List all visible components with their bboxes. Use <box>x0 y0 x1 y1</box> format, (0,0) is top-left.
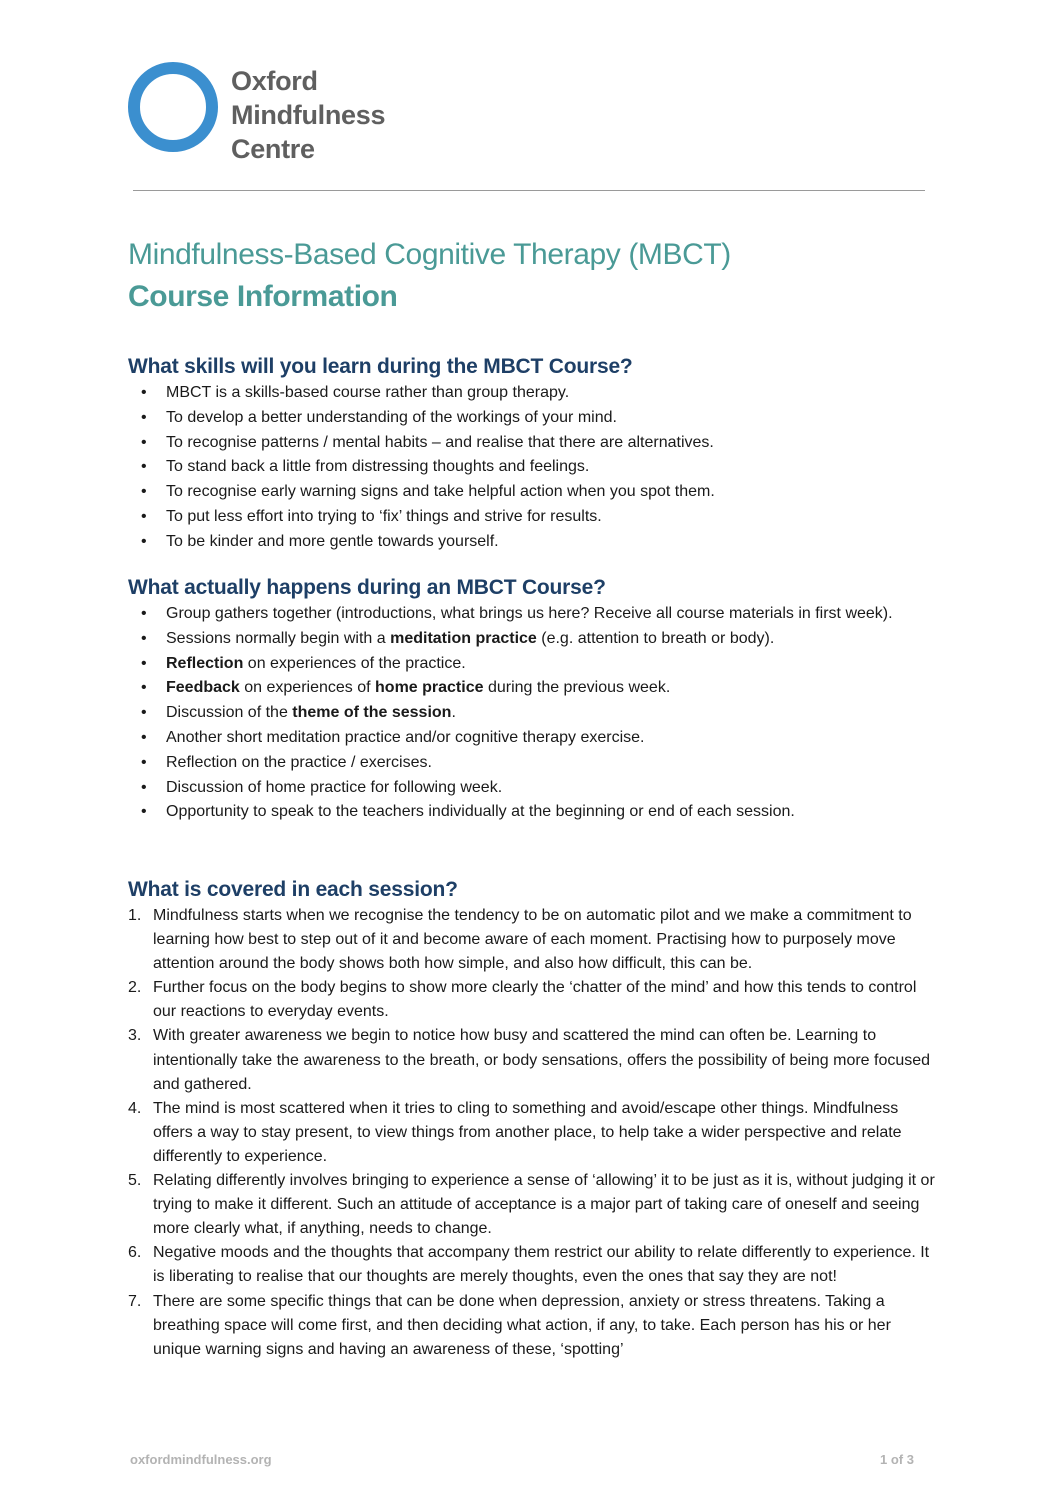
section-skills <box>128 353 938 555</box>
logo-line-3: Centre <box>231 134 315 164</box>
bullet-icon: • <box>141 654 147 672</box>
list-item <box>128 406 938 431</box>
item-number: 6. <box>128 1244 142 1262</box>
item-number: 4. <box>128 1099 142 1117</box>
list-item-text: There are some specific things that can be done when depression, anxiety or stress threatens. Taking a breathing space will come first, and then deciding what action, if any, to take. Each person has his or her unique warning signs and having an awareness of these, ‘spotting’ <box>153 1292 891 1358</box>
bullet-icon: • <box>141 433 147 451</box>
list-item <box>128 480 938 505</box>
list-item <box>128 627 938 652</box>
bullet-icon: • <box>141 803 147 821</box>
bold-text: meditation practice <box>390 629 537 647</box>
list-item-text: Further focus on the body begins to show more clearly the ‘chatter of the mind’ and how this tends to control our reactions to everyday events. <box>153 979 917 1021</box>
list-item <box>128 1097 938 1169</box>
bullet-icon: • <box>141 605 147 622</box>
list-item-text: Sessions normally begin with a <box>166 629 391 647</box>
list-item-text: With greater awareness we begin to notice how busy and scattered the mind can often be. Learning to intentionally take the awareness to the breath, or body sensations, offers the possibility of being more focused and gathered. <box>153 1027 931 1093</box>
list-item-text: To be kinder and more gentle towards yourself. <box>166 532 499 550</box>
list-item <box>128 530 938 555</box>
bold-text: Feedback <box>166 679 240 697</box>
header-divider <box>133 190 925 191</box>
bold-text: home practice <box>375 679 484 697</box>
list-item-text: Negative moods and the thoughts that accompany them restrict our ability to relate differently to experience. It is liberating to realise that our thoughts are merely thoughts, even the ones that say they are not! <box>153 1244 930 1286</box>
item-number: 3. <box>128 1027 142 1045</box>
item-number: 1. <box>128 907 142 924</box>
list-item-text: on experiences of <box>239 679 376 697</box>
bold-text: Reflection <box>166 654 244 672</box>
bullet-icon: • <box>141 679 147 697</box>
list-item-text: (e.g. attention to breath or body). <box>536 629 775 647</box>
list-item <box>128 1024 938 1096</box>
list-item <box>128 726 938 751</box>
section-sessions <box>128 876 938 1362</box>
list-item <box>128 1290 938 1362</box>
list-item <box>128 652 938 677</box>
list-item <box>128 701 938 726</box>
list-item <box>128 381 938 406</box>
section-heading: What is covered in each session? <box>128 878 458 901</box>
list-item-text: To develop a better understanding of the workings of your mind. <box>166 408 617 426</box>
list-item <box>128 751 938 776</box>
list-item <box>128 431 938 456</box>
list-item-text: To put less effort into trying to ‘fix’ things and strive for results. <box>166 507 602 525</box>
item-number: 7. <box>128 1292 142 1310</box>
list-item-text: . <box>451 704 456 722</box>
bold-text: theme of the session <box>292 704 452 722</box>
list-item <box>128 776 938 801</box>
document-subtitle: Course Information <box>128 280 398 313</box>
bullet-icon: • <box>141 458 147 476</box>
bullet-icon: • <box>141 753 147 771</box>
list-item-text: Another short meditation practice and/or cognitive therapy exercise. <box>166 728 645 746</box>
title-block <box>128 235 731 319</box>
list-item-text: Group gathers together (introductions, what brings us here? Receive all course materials in first week). <box>166 605 893 622</box>
bullet-list <box>128 381 938 555</box>
bullet-icon: • <box>141 704 147 722</box>
bullet-icon: • <box>141 384 147 401</box>
item-number: 2. <box>128 979 142 997</box>
list-item <box>128 800 938 825</box>
list-item-text: MBCT is a skills-based course rather than group therapy. <box>166 384 570 401</box>
logo-text <box>231 64 385 166</box>
list-item <box>128 904 938 976</box>
list-item-text: Mindfulness starts when we recognise the tendency to be on automatic pilot and we make a commitment to learning how best to step out of it and become aware of each moment. Practising how to purposely move attention around the body shows both how simple, and also how difficult, this can be. <box>153 907 912 973</box>
bullet-icon: • <box>141 483 147 501</box>
list-item-text: on experiences of the practice. <box>243 654 466 672</box>
list-item <box>128 676 938 701</box>
section-heading: What skills will you learn during the MBCT Course? <box>128 355 633 378</box>
logo-line-2: Mindfulness <box>231 100 386 130</box>
bullet-icon: • <box>141 408 147 426</box>
list-item <box>128 1241 938 1289</box>
list-item-text: Reflection on the practice / exercises. <box>166 753 432 771</box>
bullet-icon: • <box>141 507 147 525</box>
bullet-list <box>128 602 938 825</box>
list-item-text: To recognise patterns / mental habits – and realise that there are alternatives. <box>166 433 714 451</box>
footer-website: oxfordmindfulness.org <box>130 1452 272 1467</box>
list-item-text: Opportunity to speak to the teachers individually at the beginning or end of each session. <box>166 803 795 821</box>
logo-line-1: Oxford <box>231 66 318 96</box>
bullet-icon: • <box>141 532 147 550</box>
list-item <box>128 976 938 1024</box>
list-item-text: The mind is most scattered when it tries to cling to something and avoid/escape other things. Mindfulness offers a way to stay present, to view things from another place, to help take a wider perspective and relate differently to experience. <box>153 1099 902 1165</box>
item-number: 5. <box>128 1172 142 1190</box>
bullet-icon: • <box>141 728 147 746</box>
section-heading: What actually happens during an MBCT Course? <box>128 576 606 599</box>
list-item-text: during the previous week. <box>483 679 671 697</box>
list-item-text: To recognise early warning signs and take helpful action when you spot them. <box>166 483 715 501</box>
footer-page-number: 1 of 3 <box>880 1452 914 1467</box>
list-item <box>128 1169 938 1241</box>
logo-circle-icon <box>128 62 218 152</box>
document-title: Mindfulness-Based Cognitive Therapy (MBCT) <box>128 238 731 271</box>
bullet-icon: • <box>141 629 147 647</box>
logo <box>128 62 418 164</box>
list-item-text: To stand back a little from distressing thoughts and feelings. <box>166 458 590 476</box>
list-item <box>128 602 938 627</box>
list-item-text: Discussion of home practice for following week. <box>166 778 503 796</box>
bullet-icon: • <box>141 778 147 796</box>
section-what-happens <box>128 574 938 825</box>
numbered-list <box>128 904 938 1362</box>
list-item-text: Relating differently involves bringing to experience a sense of ‘allowing’ it to be just as it is, without judging it or trying to make it different. Such an attitude of acceptance is a major part of taking care of oneself and seeing more clearly what, if anything, needs to change. <box>153 1172 935 1238</box>
list-item-text: Discussion of the <box>166 704 293 722</box>
list-item <box>128 505 938 530</box>
list-item <box>128 455 938 480</box>
